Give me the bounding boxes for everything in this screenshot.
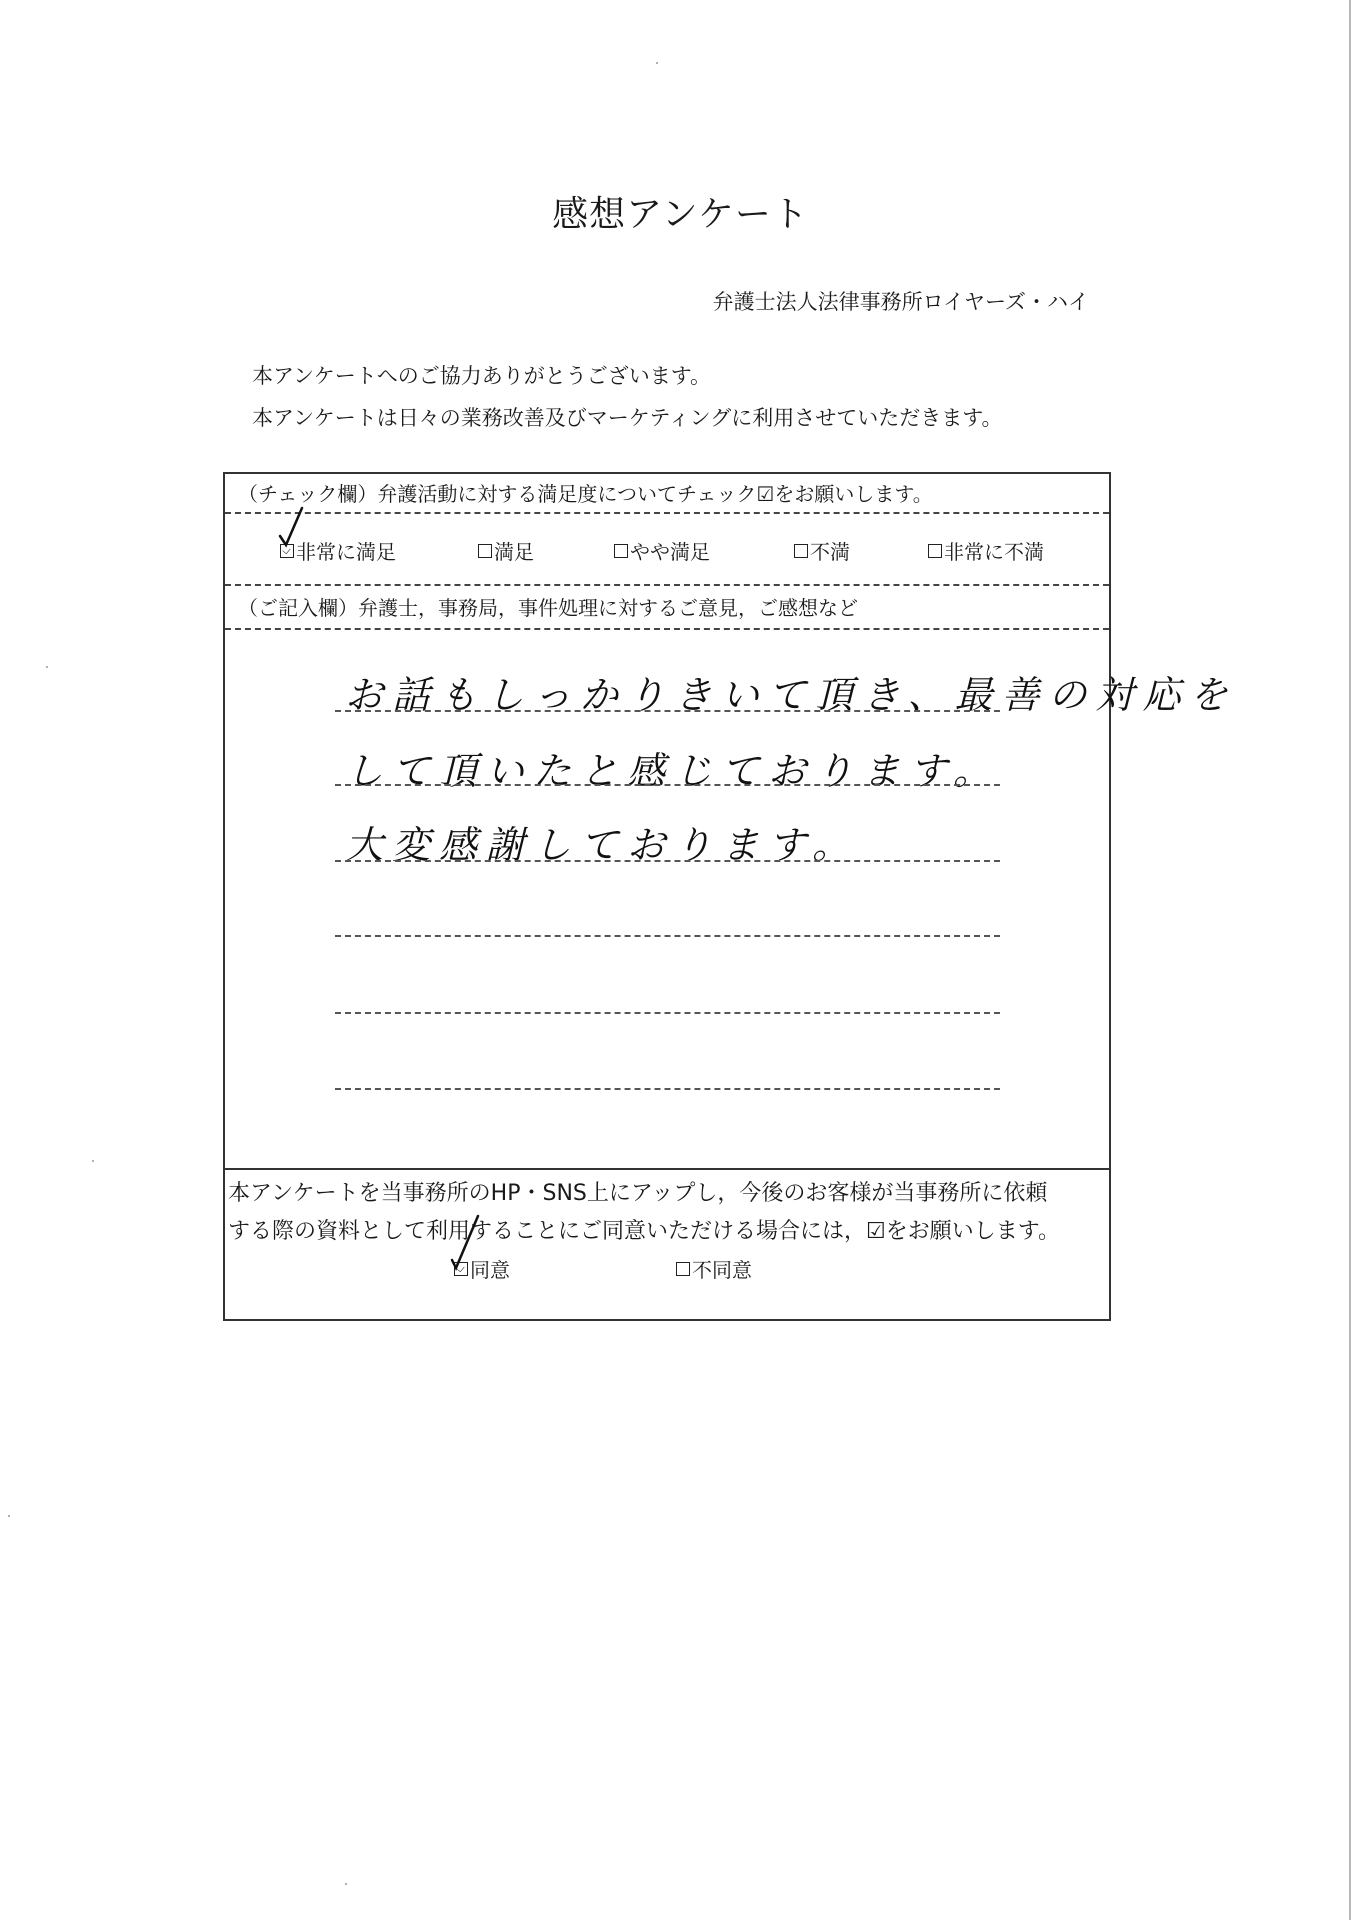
answer-line [335,1012,1000,1014]
checkbox-disagree[interactable] [676,1262,690,1276]
consent-text-line-2: する際の資料として利用することにご同意いただける場合には，☑をお願いします。 [228,1219,1060,1244]
option-dissatisfied[interactable] [794,536,850,565]
organization-name: 弁護士法人法律事務所ロイヤーズ・ハイ [712,290,1089,314]
answer-line [335,1088,1000,1090]
scan-speck [46,666,48,668]
handwritten-comment-line-2: して頂いたと感じております。 [345,749,1000,793]
option-very-dissatisfied-label: 非常に不満 [944,540,1044,564]
satisfaction-instruction: （チェック欄）弁護活動に対する満足度についてチェック☑をお願いします。 [238,482,933,506]
handwritten-check-mark-icon [446,1210,486,1272]
option-very-dissatisfied[interactable] [928,536,1044,565]
scan-speck [8,1515,10,1517]
option-somewhat-satisfied[interactable] [614,536,710,565]
checkbox-dissatisfied[interactable] [794,544,808,558]
satisfaction-divider [225,512,1109,514]
scan-speck [656,62,658,64]
option-very-satisfied-label: 非常に満足 [296,540,396,564]
consent-text-line-1: 本アンケートを当事務所のHP・SNS上にアップし，今後のお客様が当事務所に依頼 [228,1181,1048,1206]
intro-line-2: 本アンケートは日々の業務改善及びマーケティングに利用させていただきます。 [252,406,1003,430]
survey-title: 感想アンケート [552,194,809,235]
option-satisfied-label: 満足 [494,540,534,564]
answer-line [335,860,1000,862]
option-somewhat-satisfied-label: やや満足 [630,540,710,564]
option-satisfied[interactable] [478,536,534,565]
handwritten-check-mark-icon [274,504,308,550]
answer-line [335,935,1000,937]
option-disagree[interactable] [676,1254,752,1283]
scan-speck [345,1883,347,1885]
checkbox-satisfied[interactable] [478,544,492,558]
comments-divider [225,628,1109,630]
option-dissatisfied-label: 不満 [810,540,850,564]
scan-speck [92,1160,94,1162]
option-disagree-label: 不同意 [692,1258,752,1282]
checkbox-somewhat-satisfied[interactable] [614,544,628,558]
comments-instruction: （ご記入欄）弁護士，事務局，事件処理に対するご意見，ご感想など [238,596,858,620]
satisfaction-bottom-divider [225,584,1109,586]
handwritten-comment-line-1: お話もしっかりきいて頂き、最善の対応を [345,673,1237,717]
handwritten-comment-line-3: 大変感謝しております。 [345,823,859,867]
checkbox-very-dissatisfied[interactable] [928,544,942,558]
option-agree-label: 同意 [470,1258,510,1282]
answer-line [335,710,1000,712]
intro-line-1: 本アンケートへのご協力ありがとうございます。 [252,364,712,388]
consent-divider [223,1168,1111,1170]
scan-edge-line [1349,0,1351,1920]
answer-line [335,784,1000,786]
